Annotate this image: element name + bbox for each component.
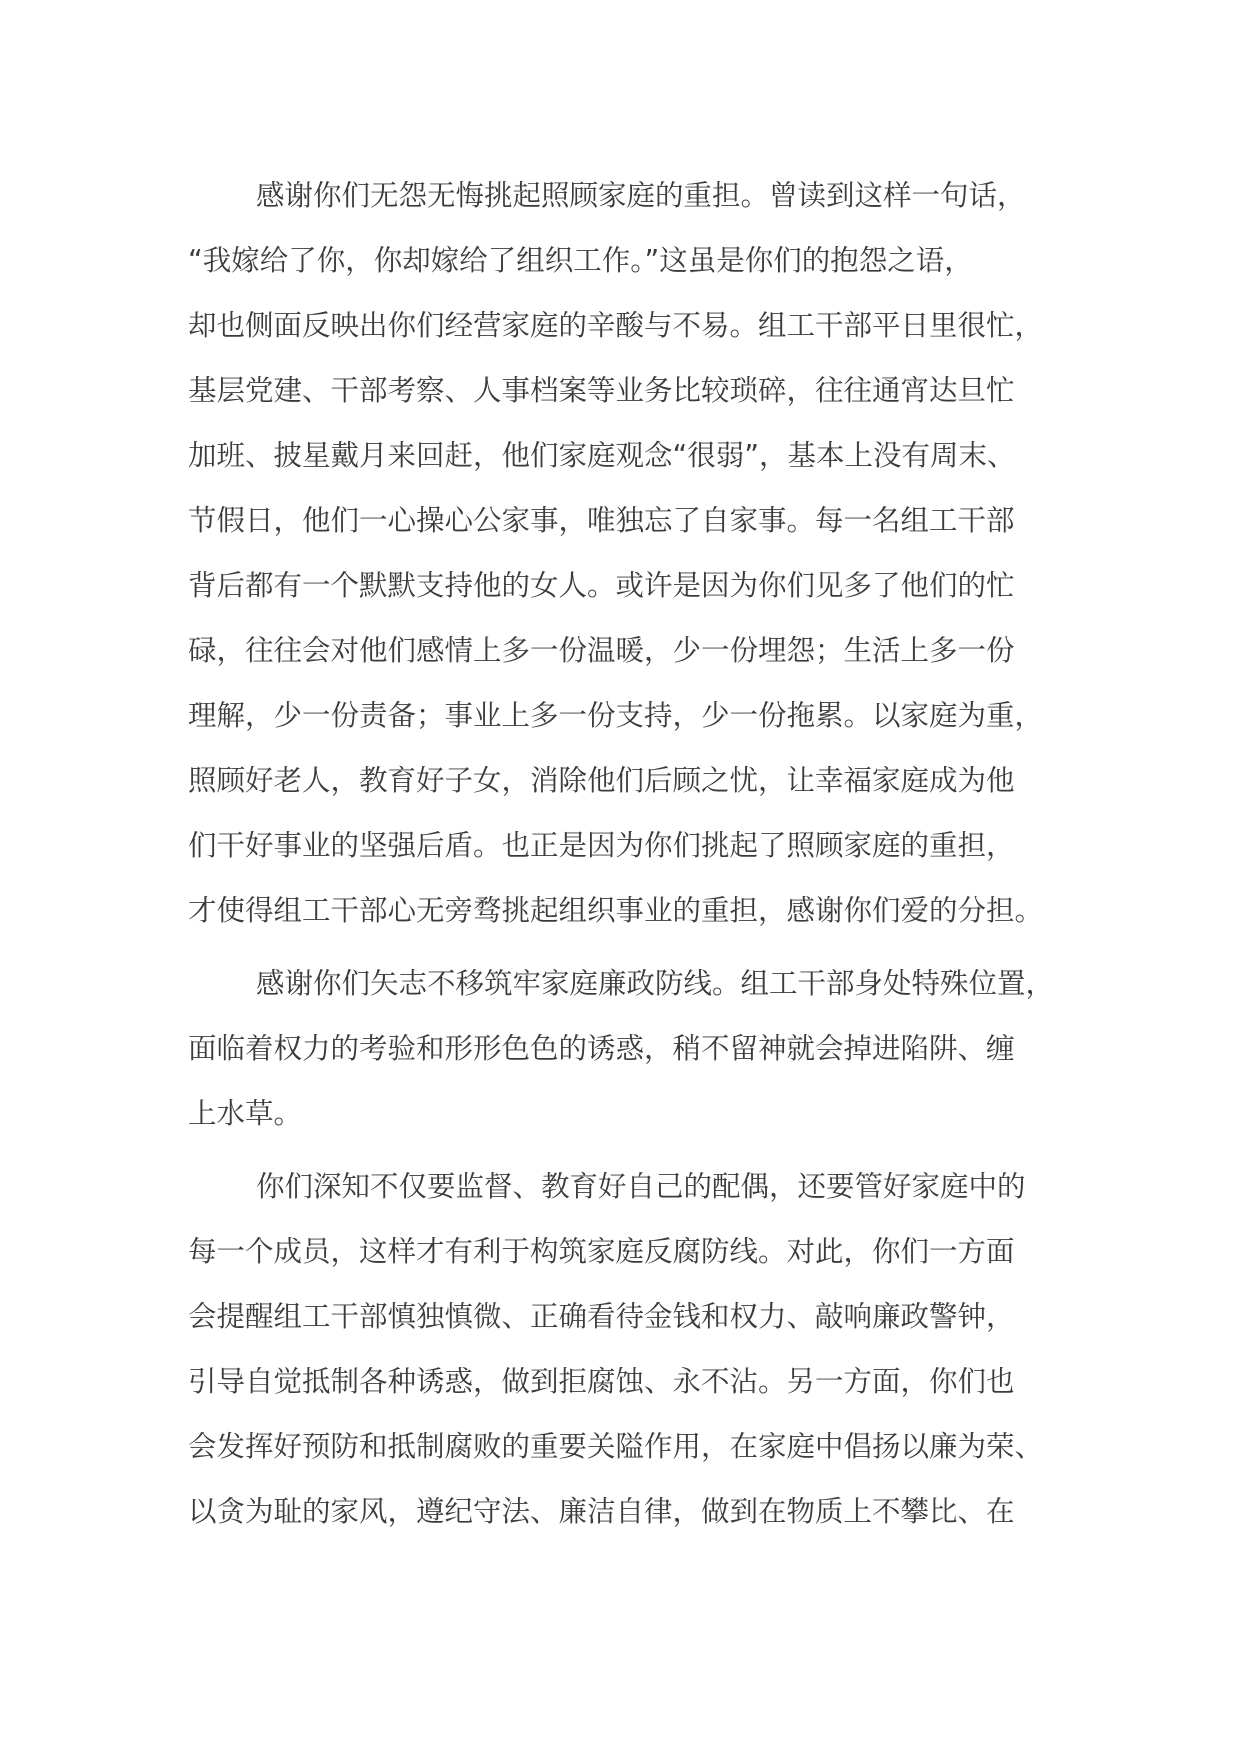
text-line: 会发挥好预防和抵制腐败的重要关隘作用，在家庭中倡扬以廉为荣、 — [188, 1430, 1044, 1463]
text-line: 却也侧面反映出你们经营家庭的辛酸与不易。组工干部平日里很忙， — [188, 309, 1044, 342]
paragraph-supervision — [188, 1163, 1088, 1553]
text-line: 加班、披星戴月来回赶，他们家庭观念“很弱”，基本上没有周末、 — [188, 439, 1016, 472]
text-line: 理解，少一份责备；事业上多一份支持，少一份拖累。以家庭为重， — [188, 699, 1044, 732]
text-line: 面临着权力的考验和形形色色的诱惑，稍不留神就会掉进陷阱、缠 — [188, 1032, 1015, 1065]
text-line: 碌，往往会对他们感情上多一份温暖，少一份埋怨；生活上多一份 — [188, 634, 1015, 667]
paragraph-integrity-defense — [188, 960, 1088, 1155]
text-line: 背后都有一个默默支持他的女人。或许是因为你们见多了他们的忙 — [188, 569, 1015, 602]
text-line: “我嫁给了你，你却嫁给了组织工作。”这虽是你们的抱怨之语， — [188, 244, 973, 277]
text-line: 们干好事业的坚强后盾。也正是因为你们挑起了照顾家庭的重担， — [188, 829, 1015, 862]
text-line: 以贪为耻的家风，遵纪守法、廉洁自律，做到在物质上不攀比、在 — [188, 1495, 1015, 1528]
document-body — [188, 172, 1088, 1553]
text-line: 照顾好老人，教育好子女，消除他们后顾之忧，让幸福家庭成为他 — [188, 764, 1015, 797]
text-line: 每一个成员，这样才有利于构筑家庭反腐防线。对此，你们一方面 — [188, 1235, 1015, 1268]
text-line: 感谢你们无怨无悔挑起照顾家庭的重担。曾读到这样一句话， — [256, 179, 1026, 212]
text-line: 节假日，他们一心操心公家事，唯独忘了自家事。每一名组工干部 — [188, 504, 1015, 537]
text-line: 会提醒组工干部慎独慎微、正确看待金钱和权力、敲响廉政警钟， — [188, 1300, 1015, 1333]
text-line: 你们深知不仅要监督、教育好自己的配偶，还要管好家庭中的 — [256, 1170, 1026, 1203]
paragraph-spacer — [188, 952, 1088, 960]
paragraph-family-burden — [188, 172, 1088, 952]
text-line: 引导自觉抵制各种诱惑，做到拒腐蚀、永不沾。另一方面，你们也 — [188, 1365, 1015, 1398]
paragraph-spacer — [188, 1155, 1088, 1163]
text-line: 感谢你们矢志不移筑牢家庭廉政防线。组工干部身处特殊位置， — [256, 967, 1055, 1000]
text-line: 上水草。 — [188, 1097, 303, 1130]
text-line: 基层党建、干部考察、人事档案等业务比较琐碎，往往通宵达旦忙 — [188, 374, 1015, 407]
text-line: 才使得组工干部心无旁骛挑起组织事业的重担，感谢你们爱的分担。 — [188, 894, 1044, 927]
